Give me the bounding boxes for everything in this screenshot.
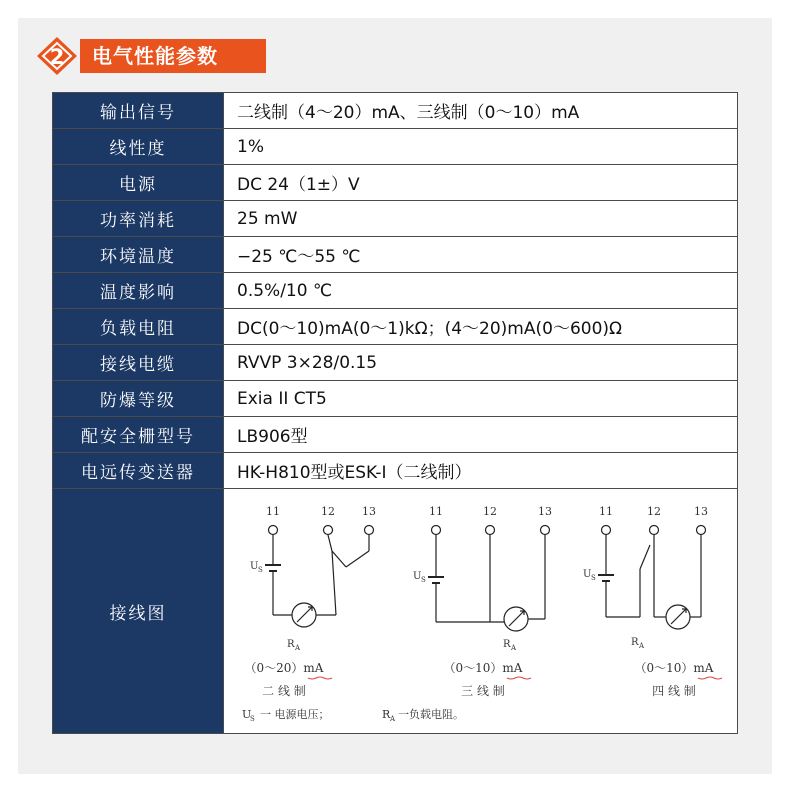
row-value: 二线制（4～20）mA、三线制（0～10）mA [224, 93, 738, 129]
table-row [53, 381, 738, 417]
terminal-label: 13 [538, 505, 552, 518]
section-number: 2 [49, 45, 65, 69]
wiring-diagram-cell [224, 489, 738, 734]
row-label: 环境温度 [53, 237, 224, 273]
row-value: HK-H810型或ESK-I（二线制） [224, 453, 738, 489]
row-label: 负载电阻 [53, 309, 224, 345]
wiring-row [53, 489, 738, 734]
wiring-label: 接线图 [53, 489, 224, 734]
section-number-badge [36, 36, 78, 76]
table-row [53, 453, 738, 489]
table-row [53, 237, 738, 273]
row-label: 功率消耗 [53, 201, 224, 237]
table-row [53, 345, 738, 381]
wiring-diagram-two-wire [265, 526, 374, 628]
diagram-range: （0～10）mA [634, 661, 714, 675]
terminal-label: 12 [321, 505, 335, 518]
table-row [53, 93, 738, 129]
table-row [53, 309, 738, 345]
ra-label: R [503, 639, 511, 650]
section-title: 电气性能参数 [80, 39, 266, 73]
legend-us-text: 一 电源电压； [260, 708, 330, 721]
terminal-label: 12 [483, 505, 497, 518]
terminal-label: 11 [599, 505, 613, 518]
legend-ra-symbol: R [382, 708, 391, 721]
diagram-range: （0～20）mA [244, 661, 324, 675]
row-value: 1% [224, 129, 738, 165]
row-label: 防爆等级 [53, 381, 224, 417]
wiring-diagrams [224, 489, 737, 733]
row-label: 电远传变送器 [53, 453, 224, 489]
row-label: 输出信号 [53, 93, 224, 129]
terminal-label: 12 [647, 505, 661, 518]
underline-marks [308, 677, 722, 679]
spec-table [52, 92, 738, 734]
terminal-label: 13 [694, 505, 708, 518]
row-value: LB906型 [224, 417, 738, 453]
us-label: U [583, 569, 592, 580]
row-label: 接线电缆 [53, 345, 224, 381]
terminal-label: 11 [266, 505, 280, 518]
table-row [53, 417, 738, 453]
row-value: DC(0～10)mA(0～1)kΩ；(4～20)mA(0～600)Ω [224, 309, 738, 345]
ra-sub: A [639, 642, 645, 650]
table-row [53, 201, 738, 237]
legend-us-sub: S [250, 715, 255, 723]
row-value: Exia II CT5 [224, 381, 738, 417]
wiring-diagram-four-wire [598, 526, 706, 630]
us-sub: S [258, 566, 263, 574]
diagram-type: 二 线 制 [262, 684, 306, 698]
ra-sub: A [511, 644, 517, 652]
ra-label: R [287, 639, 295, 650]
legend-ra-sub: A [390, 715, 396, 723]
wiring-diagram-three-wire [428, 526, 550, 632]
row-value: −25 ℃～55 ℃ [224, 237, 738, 273]
us-sub: S [591, 574, 596, 582]
table-row [53, 273, 738, 309]
table-row [53, 165, 738, 201]
diagram-type: 四 线 制 [652, 684, 696, 698]
us-label: U [250, 561, 259, 572]
legend-us-symbol: U [242, 708, 252, 721]
us-sub: S [421, 576, 426, 584]
row-value: DC 24（1±）V [224, 165, 738, 201]
row-value: RVVP 3×28/0.15 [224, 345, 738, 381]
ra-sub: A [295, 644, 301, 652]
row-value: 0.5%/10 ℃ [224, 273, 738, 309]
row-label: 电源 [53, 165, 224, 201]
us-label: U [413, 571, 422, 582]
terminal-label: 11 [429, 505, 443, 518]
table-row [53, 129, 738, 165]
terminal-label: 13 [362, 505, 376, 518]
row-label: 线性度 [53, 129, 224, 165]
row-label: 配安全栅型号 [53, 417, 224, 453]
diagram-range: （0～10）mA [443, 661, 523, 675]
row-label: 温度影响 [53, 273, 224, 309]
ra-label: R [631, 637, 639, 648]
diagram-type: 三 线 制 [461, 684, 505, 698]
row-value: 25 mW [224, 201, 738, 237]
legend-ra-text: 一负载电阻。 [398, 708, 464, 721]
